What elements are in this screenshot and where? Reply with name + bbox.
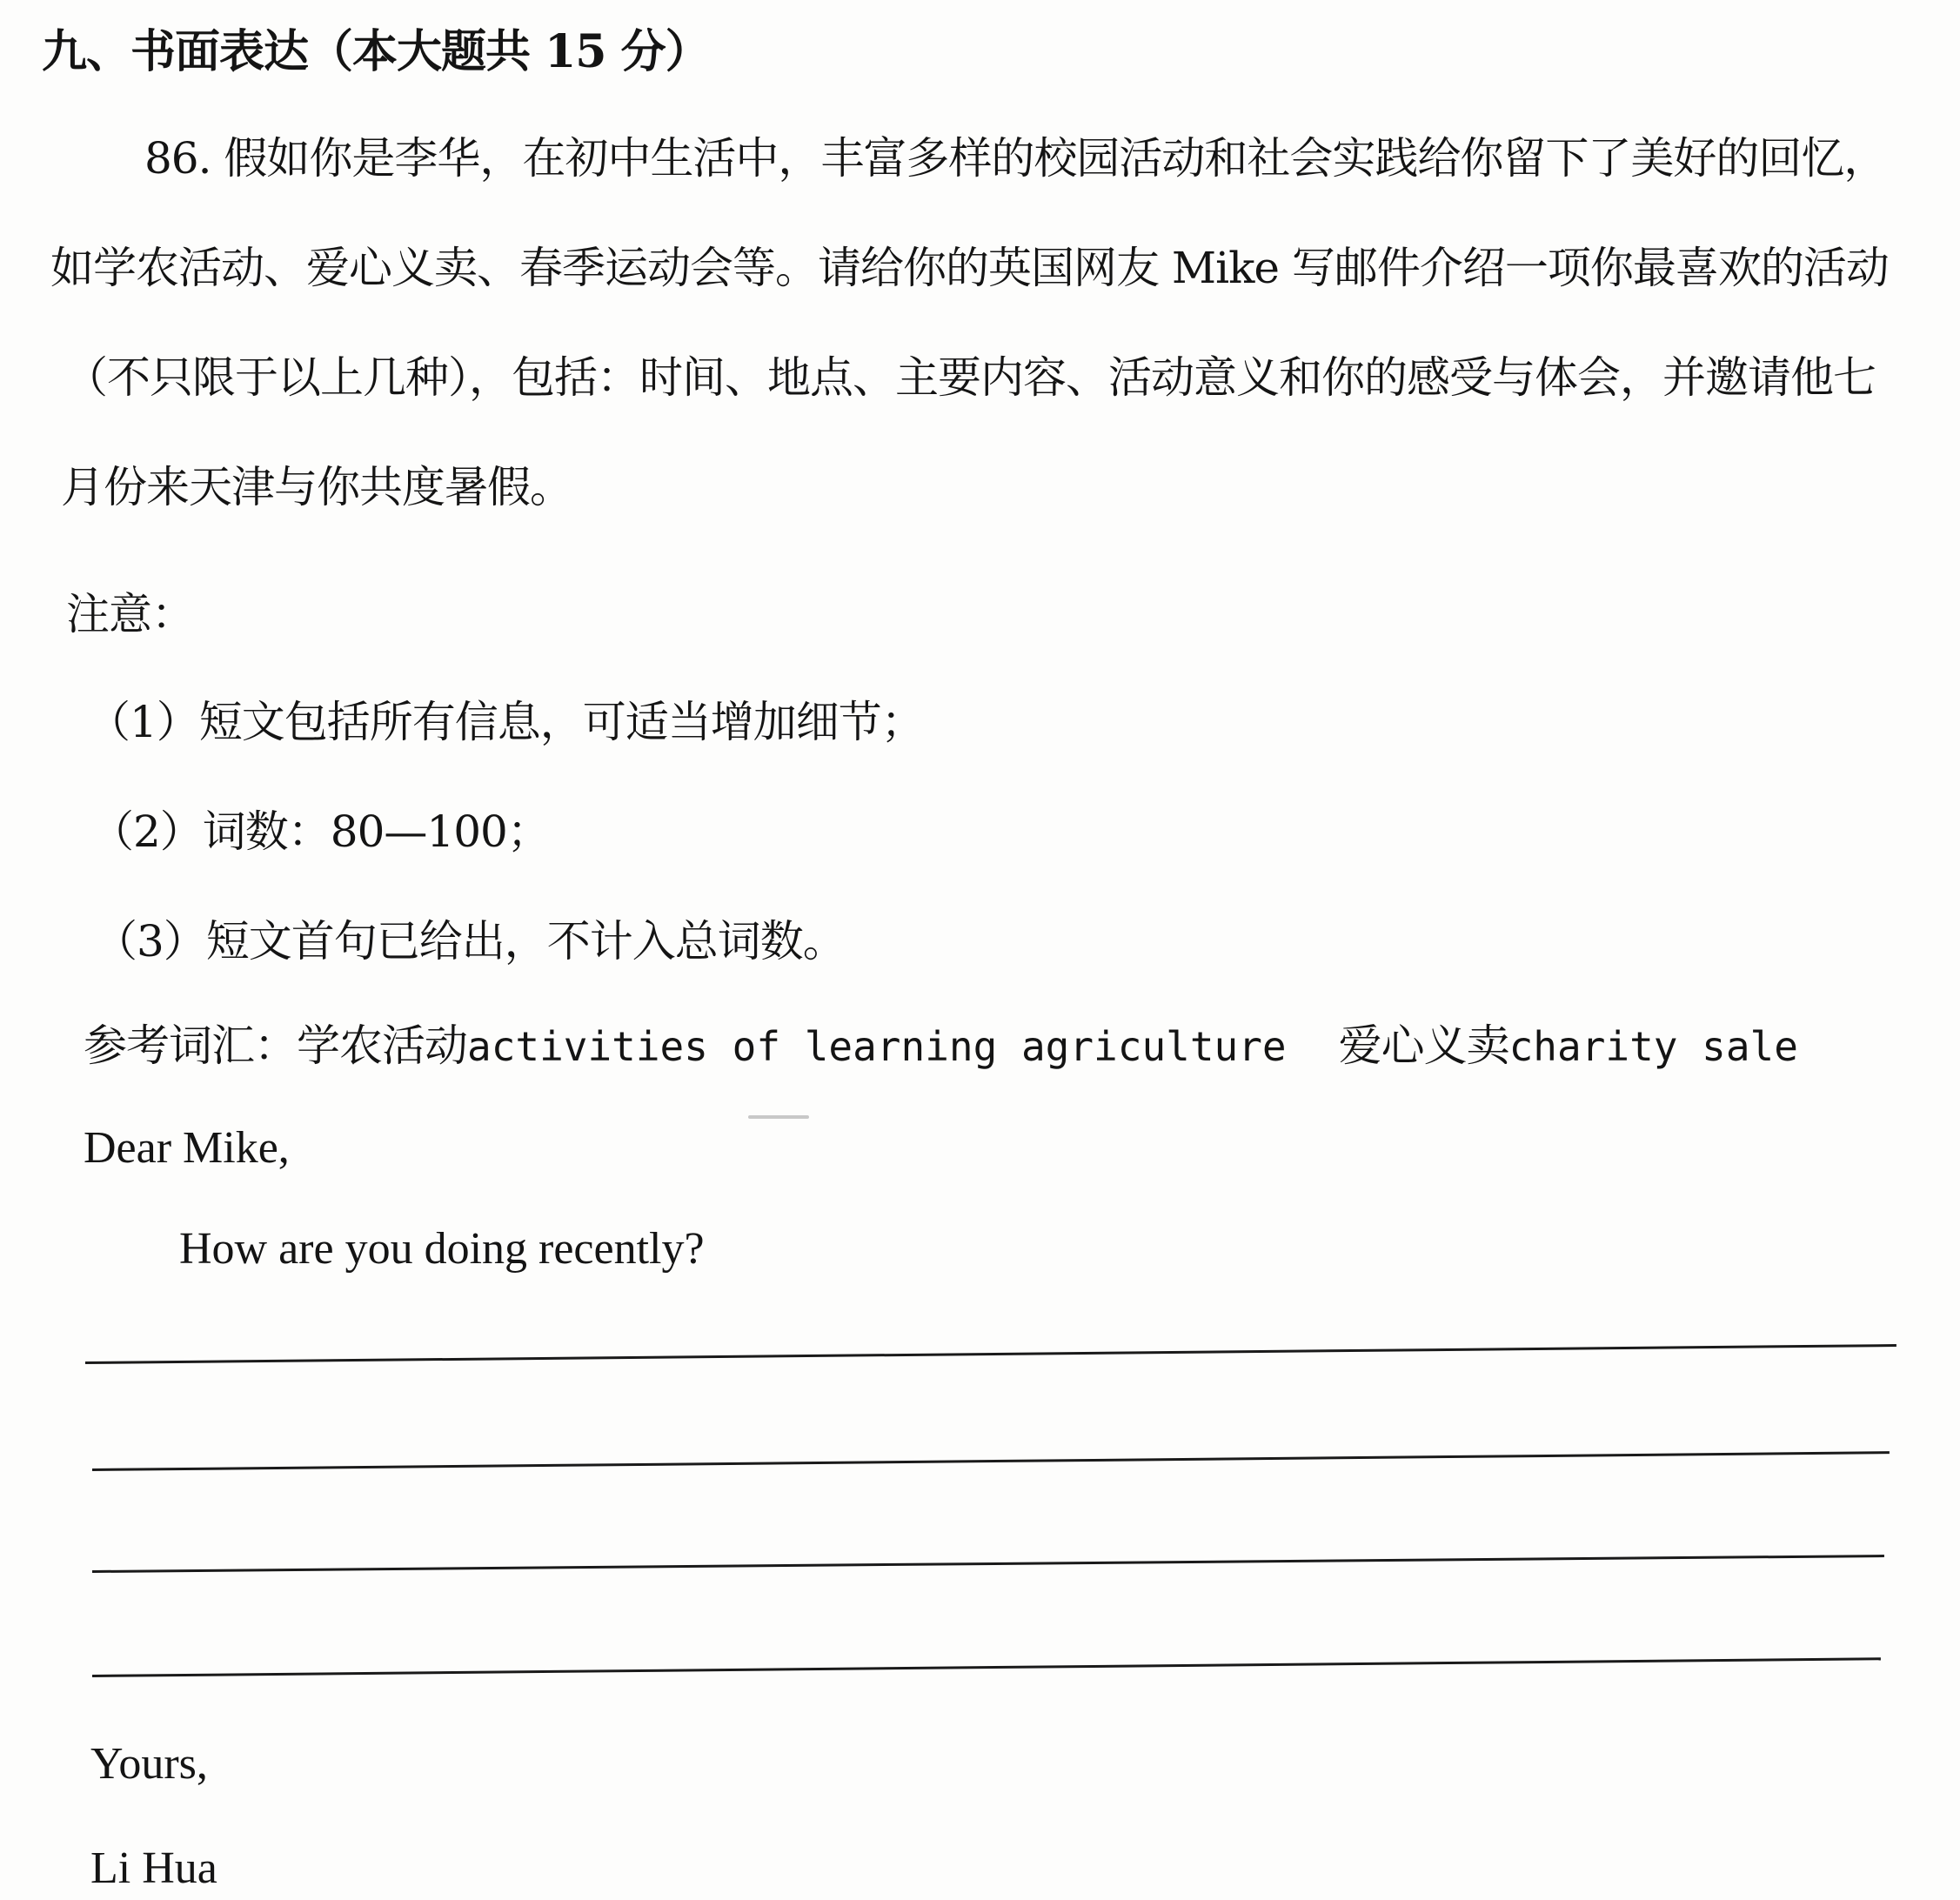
- vocabulary-label: 参考词汇：: [84, 1020, 297, 1071]
- vocab-term-1-cn: 学农活动: [297, 1020, 467, 1071]
- answer-line-4[interactable]: [92, 1657, 1881, 1677]
- answer-line-3[interactable]: [92, 1555, 1884, 1573]
- question-line-4: 月份来天津与你共度暑假。: [61, 462, 572, 512]
- vocabulary-line: [84, 1020, 1798, 1073]
- note-item-3: （3）短文首句已给出，不计入总词数。: [94, 916, 846, 967]
- question-line-3: （不只限于以上几种），包括：时间、地点、主要内容、活动意义和你的感受与体会，并邀请他七: [64, 352, 1876, 403]
- vocab-term-1-en: activities of learning agriculture: [467, 1023, 1287, 1070]
- vocab-term-2-cn: 爱心义卖: [1338, 1020, 1509, 1071]
- notes-title: 注意：: [66, 589, 194, 639]
- note-item-1: （1）短文包括所有信息，可适当增加细节；: [87, 697, 924, 747]
- letter-closing: Yours,: [90, 1739, 208, 1789]
- note-item-2: （2）词数：80—100；: [90, 806, 550, 857]
- letter-first-sentence: How are you doing recently?: [179, 1224, 705, 1274]
- answer-line-1[interactable]: [85, 1344, 1896, 1364]
- letter-salutation: Dear Mike,: [84, 1123, 290, 1173]
- question-line-2: 如学农活动、爱心义卖、春季运动会等。请给你的英国网友 Mike 写邮件介绍一项你最喜欢的活动: [50, 243, 1889, 293]
- letter-signature: Li Hua: [90, 1843, 217, 1893]
- scan-smudge: [748, 1115, 809, 1119]
- answer-line-2[interactable]: [92, 1451, 1890, 1471]
- vocab-term-2-en: charity sale: [1508, 1023, 1798, 1070]
- section-heading: 九、书面表达（本大题共 15 分）: [42, 25, 710, 78]
- question-line-1: 86. 假如你是李华，在初中生活中，丰富多样的校园活动和社会实践给你留下了美好的回忆，: [144, 133, 1887, 184]
